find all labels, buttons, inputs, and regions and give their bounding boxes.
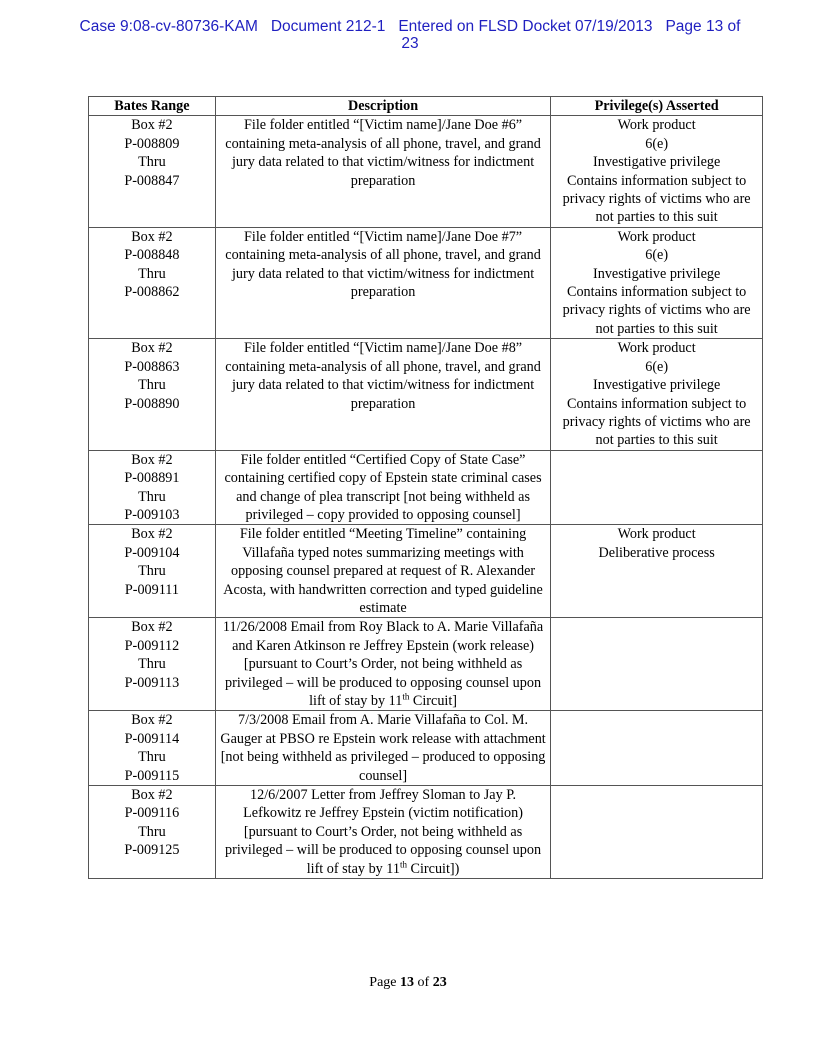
description-cell: File folder entitled “[Victim name]/Jane Doe #7” containing meta-analysis of all phone, travel, and grand jury data related to that victim/witness for indictment preparation <box>215 227 550 338</box>
description-note-text: [pursuant to Court’s Order, not being withheld as privileged – will be produced to opposing counsel upon lift of stay by 11 <box>225 656 542 709</box>
table-row <box>89 618 763 711</box>
bates-thru: Thru <box>138 377 166 394</box>
ordinal-suffix: th <box>402 691 410 702</box>
bates-end: P-008847 <box>124 172 180 189</box>
bates-box: Box #2 <box>131 526 173 543</box>
description-cell: 7/3/2008 Email from A. Marie Villafaña to Col. M. Gauger at PBSO re Epstein work release with attachment [not being withheld as privileged – produced to opposing counsel] <box>215 711 550 786</box>
footer-prefix: Page <box>369 975 401 990</box>
case-number: Case 9:08-cv-80736-KAM <box>79 18 258 35</box>
bates-end: P-008862 <box>124 284 180 301</box>
privilege-cell <box>551 339 763 450</box>
bates-start: P-009104 <box>124 544 180 561</box>
bates-thru: Thru <box>138 823 166 840</box>
document-number: Document 212-1 <box>270 18 386 35</box>
privilege-item: Contains information subject to privacy rights of victims who are not parties to this suit <box>562 395 751 449</box>
privilege-item: Work product <box>617 526 696 543</box>
bates-start: P-009114 <box>124 730 180 747</box>
bates-end: P-009125 <box>124 842 180 859</box>
description-note-end: Circuit] <box>409 693 458 709</box>
privilege-item: Work product <box>617 340 696 357</box>
bates-cell <box>89 450 216 525</box>
bates-thru: Thru <box>138 488 166 505</box>
bates-start: P-008891 <box>124 470 180 487</box>
bates-thru: Thru <box>138 563 166 580</box>
table-row <box>89 116 763 227</box>
privilege-cell <box>551 525 763 618</box>
description-text: 12/6/2007 Letter from Jeffrey Sloman to Jay P. Lefkowitz re Jeffrey Epstein (victim notification) [pursuant to Court’s Order, not being withheld as privileged – will be produced to opposing counsel upon lift of stay by 11 <box>225 787 542 877</box>
description-text: 11/26/2008 Email from Roy Black to A. Marie Villafaña and Karen Atkinson re Jeffrey Epstein (work release) <box>222 619 544 654</box>
privilege-item: Work product <box>617 228 696 245</box>
column-header-description: Description <box>215 97 550 116</box>
footer-current-page: 13 <box>400 975 415 990</box>
footer-of: of <box>414 975 433 990</box>
privilege-item: 6(e) <box>645 358 669 375</box>
bates-start: P-008848 <box>124 247 180 264</box>
privilege-cell <box>551 786 763 879</box>
bates-cell <box>89 339 216 450</box>
privilege-item: 6(e) <box>645 135 669 152</box>
privilege-item: 6(e) <box>645 247 669 264</box>
bates-box: Box #2 <box>131 619 173 636</box>
description-cell: File folder entitled “[Victim name]/Jane Doe #6” containing meta-analysis of all phone, travel, and grand jury data related to that victim/witness for indictment preparation <box>215 116 550 227</box>
privilege-item: Contains information subject to privacy rights of victims who are not parties to this suit <box>562 172 751 226</box>
bates-start: P-009116 <box>124 805 180 822</box>
privilege-cell <box>551 116 763 227</box>
privilege-cell <box>551 711 763 786</box>
bates-end: P-009111 <box>124 581 179 598</box>
bates-cell <box>89 116 216 227</box>
table-row <box>89 786 763 879</box>
table-row <box>89 339 763 450</box>
entered-date: Entered on FLSD Docket 07/19/2013 <box>398 18 653 35</box>
bates-cell <box>89 227 216 338</box>
column-header-privileges: Privilege(s) Asserted <box>551 97 763 116</box>
privilege-item: Work product <box>617 117 696 134</box>
bates-end: P-008890 <box>124 395 180 412</box>
description-cell: File folder entitled “Certified Copy of State Case” containing certified copy of Epstein state criminal cases and change of plea transcript [not being withheld as privileged – copy provided to opposing counsel] <box>215 450 550 525</box>
bates-end: P-009103 <box>124 506 180 523</box>
column-header-bates: Bates Range <box>89 97 216 116</box>
bates-start: P-008809 <box>124 135 180 152</box>
privilege-item: Contains information subject to privacy rights of victims who are not parties to this suit <box>562 284 751 337</box>
footer-total-pages: 23 <box>432 975 447 990</box>
page-count: Page 13 of <box>665 18 741 35</box>
description-note-end: Circuit]) <box>406 860 460 877</box>
bates-box: Box #2 <box>131 712 173 729</box>
bates-end: P-009113 <box>124 674 180 691</box>
bates-cell <box>89 618 216 711</box>
description-note <box>220 655 546 710</box>
privilege-item: Deliberative process <box>598 544 715 561</box>
bates-cell <box>89 786 216 879</box>
bates-start: P-009112 <box>124 637 180 654</box>
page-footer <box>0 975 816 991</box>
bates-thru: Thru <box>138 154 166 171</box>
privilege-log-table <box>88 96 763 879</box>
bates-thru: Thru <box>138 265 166 282</box>
docket-header <box>60 18 760 52</box>
ordinal-suffix: th <box>399 858 407 869</box>
bates-box: Box #2 <box>131 340 173 357</box>
bates-end: P-009115 <box>124 767 180 784</box>
bates-cell <box>89 711 216 786</box>
description-cell <box>215 618 550 711</box>
privilege-item: Investigative privilege <box>593 265 721 282</box>
table-row <box>89 711 763 786</box>
privilege-cell <box>551 618 763 711</box>
bates-start: P-008863 <box>124 358 180 375</box>
table-row <box>89 450 763 525</box>
bates-cell <box>89 525 216 618</box>
page-count-continued: 23 <box>401 35 419 52</box>
privilege-item: Investigative privilege <box>593 377 721 394</box>
bates-box: Box #2 <box>131 228 173 245</box>
description-cell <box>215 786 550 879</box>
privilege-item: Investigative privilege <box>593 154 721 171</box>
bates-box: Box #2 <box>131 117 173 134</box>
privilege-cell <box>551 450 763 525</box>
table-row <box>89 525 763 618</box>
bates-thru: Thru <box>138 656 166 673</box>
description-cell: File folder entitled “[Victim name]/Jane Doe #8” containing meta-analysis of all phone, travel, and grand jury data related to that victim/witness for indictment preparation <box>215 339 550 450</box>
description-cell: File folder entitled “Meeting Timeline” containing Villafaña typed notes summarizing meetings with opposing counsel prepared at request of R. Alexander Acosta, with handwritten correction and typed guideline estimate <box>215 525 550 618</box>
bates-thru: Thru <box>138 749 166 766</box>
privilege-cell <box>551 227 763 338</box>
bates-box: Box #2 <box>131 787 173 804</box>
table-row <box>89 227 763 338</box>
bates-box: Box #2 <box>131 451 173 468</box>
table-header-row <box>89 97 763 116</box>
